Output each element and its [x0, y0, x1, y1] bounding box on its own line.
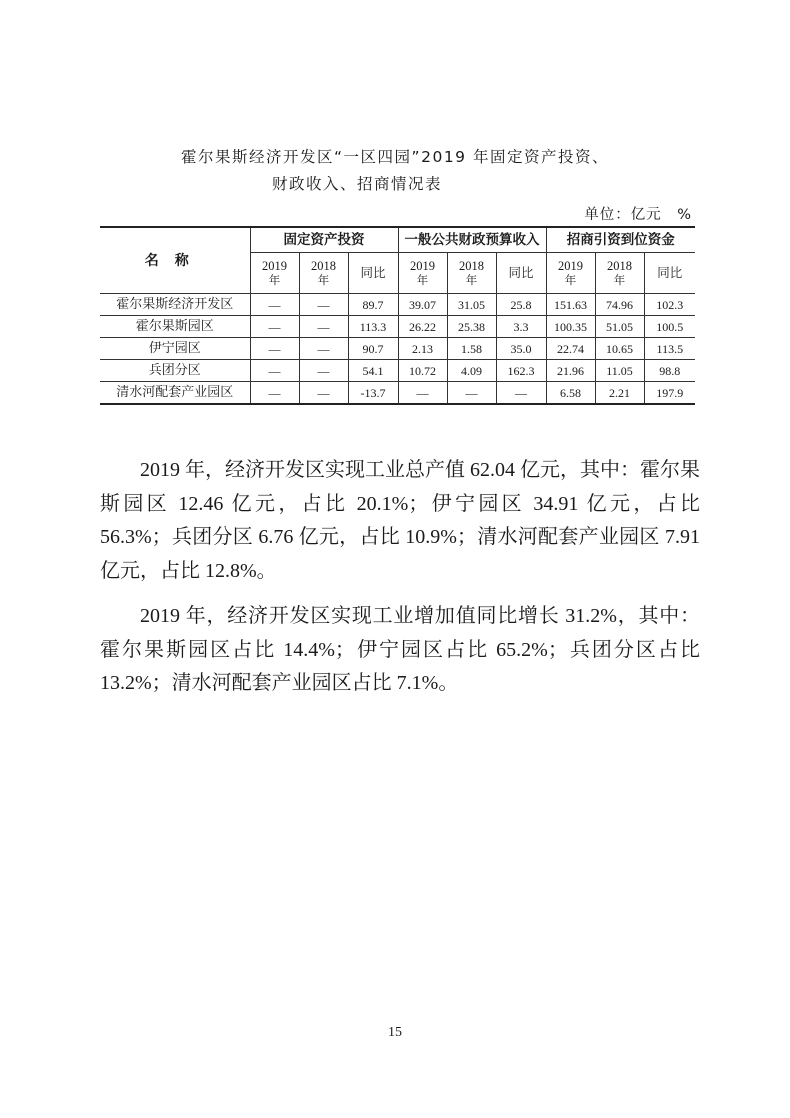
value-cell: 1.58	[447, 338, 496, 360]
table-header-row	[100, 227, 695, 253]
table-title-line-1: 霍尔果斯经济开发区“一区四园”2019 年固定资产投资、	[181, 148, 609, 166]
table-row	[100, 338, 695, 360]
investment-revenue-table	[100, 226, 695, 405]
table-row	[100, 294, 695, 316]
value-cell: 39.07	[398, 294, 447, 316]
name-header: 名称	[100, 227, 250, 294]
value-cell: 4.09	[447, 360, 496, 382]
value-cell: —	[299, 382, 348, 405]
value-cell: —	[250, 360, 299, 382]
value-cell: 113.3	[348, 316, 398, 338]
value-cell: 25.8	[496, 294, 546, 316]
value-cell: 54.1	[348, 360, 398, 382]
value-cell: 98.8	[644, 360, 695, 382]
value-cell: 100.5	[644, 316, 695, 338]
value-cell: 100.35	[546, 316, 595, 338]
year-2019-header: 2019 年	[250, 253, 299, 294]
page-number: 15	[388, 1025, 402, 1040]
group-investment-funds: 招商引资到位资金	[546, 227, 695, 253]
unit-label: 单位：亿元 %	[584, 207, 692, 223]
year-2018-header: 2018 年	[447, 253, 496, 294]
table-title-line-2: 财政收入、招商情况表	[271, 175, 442, 193]
row-name-cell: 霍尔果斯经济开发区	[100, 294, 250, 316]
value-cell: 2.13	[398, 338, 447, 360]
value-cell: —	[398, 382, 447, 405]
year-2019-header: 2019 年	[398, 253, 447, 294]
table-row	[100, 316, 695, 338]
value-cell: 6.58	[546, 382, 595, 405]
value-cell: —	[250, 382, 299, 405]
value-cell: —	[299, 294, 348, 316]
value-cell: 31.05	[447, 294, 496, 316]
row-name-cell: 清水河配套产业园区	[100, 382, 250, 405]
yoy-header: 同比	[644, 253, 695, 294]
year-2018-header: 2018 年	[299, 253, 348, 294]
paragraph-industrial-added-value: 2019 年，经济开发区实现工业增加值同比增长 31.2%，其中：霍尔果斯园区占比 14.4%；伊宁园区占比 65.2%；兵团分区占比 13.2%；清水河配套产业园区占比 7.1%。	[100, 605, 700, 694]
value-cell: 2.21	[595, 382, 644, 405]
value-cell: 22.74	[546, 338, 595, 360]
value-cell: 26.22	[398, 316, 447, 338]
value-cell: —	[299, 360, 348, 382]
group-fixed-asset-investment: 固定资产投资	[250, 227, 398, 253]
value-cell: 89.7	[348, 294, 398, 316]
yoy-header: 同比	[348, 253, 398, 294]
value-cell: 113.5	[644, 338, 695, 360]
value-cell: 102.3	[644, 294, 695, 316]
paragraph-industrial-output: 2019 年，经济开发区实现工业总产值 62.04 亿元，其中：霍尔果斯园区 12.46 亿元，占比 20.1%；伊宁园区 34.91 亿元，占比 56.3%；兵团分区 6.76 亿元，占比 10.9%；清水河配套产业园区 7.91 亿元，占比 12.8%。	[100, 459, 700, 582]
value-cell: 25.38	[447, 316, 496, 338]
value-cell: —	[496, 382, 546, 405]
value-cell: -13.7	[348, 382, 398, 405]
table-row	[100, 360, 695, 382]
table-row	[100, 382, 695, 405]
value-cell: —	[299, 316, 348, 338]
value-cell: 74.96	[595, 294, 644, 316]
value-cell: 3.3	[496, 316, 546, 338]
row-name-cell: 伊宁园区	[100, 338, 250, 360]
value-cell: 35.0	[496, 338, 546, 360]
value-cell: 162.3	[496, 360, 546, 382]
yoy-header: 同比	[496, 253, 546, 294]
year-2018-header: 2018 年	[595, 253, 644, 294]
value-cell: 90.7	[348, 338, 398, 360]
row-name-cell: 兵团分区	[100, 360, 250, 382]
value-cell: —	[299, 338, 348, 360]
value-cell: 197.9	[644, 382, 695, 405]
value-cell: 11.05	[595, 360, 644, 382]
value-cell: 10.65	[595, 338, 644, 360]
value-cell: —	[250, 338, 299, 360]
value-cell: 10.72	[398, 360, 447, 382]
row-name-cell: 霍尔果斯园区	[100, 316, 250, 338]
value-cell: 151.63	[546, 294, 595, 316]
value-cell: 51.05	[595, 316, 644, 338]
year-2019-header: 2019 年	[546, 253, 595, 294]
value-cell: —	[447, 382, 496, 405]
group-public-budget-revenue: 一般公共财政预算收入	[398, 227, 546, 253]
value-cell: —	[250, 294, 299, 316]
value-cell: 21.96	[546, 360, 595, 382]
value-cell: —	[250, 316, 299, 338]
